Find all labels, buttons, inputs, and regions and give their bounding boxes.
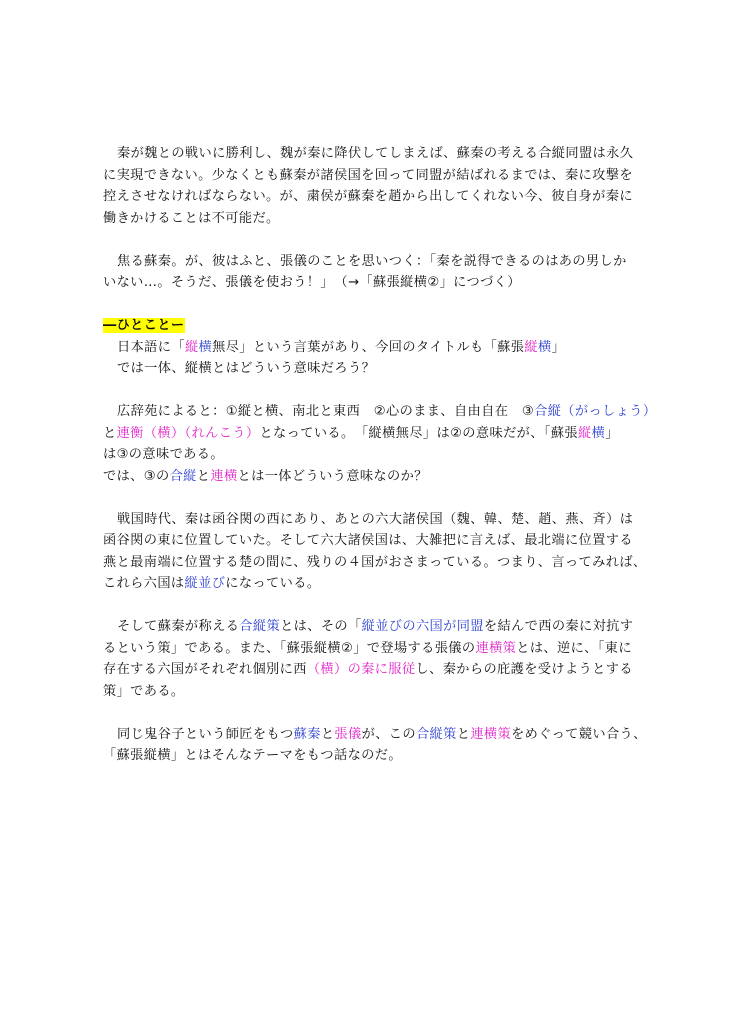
text-line: 働きかけることは不可能だ。: [103, 210, 280, 226]
highlight-term: （横）の秦に服従: [306, 662, 416, 677]
text-line: では一体、縦横とはどういう意味だろう？: [117, 361, 376, 376]
highlight-term: 横: [591, 425, 606, 441]
highlight-term: 連横: [210, 468, 238, 484]
highlight-term: 合縦策: [239, 619, 281, 634]
highlight-term: 縦並び: [184, 576, 226, 591]
paragraph-5: [103, 616, 633, 702]
text-span: では、③の: [103, 468, 170, 484]
paragraph-4: [103, 509, 647, 595]
highlight-term: 合縦（がっしょう）: [534, 404, 657, 419]
paragraph-1: [103, 143, 633, 229]
hitokoto-section: [103, 315, 633, 380]
text-line: 「蘇張縦横」とはそんなテーマをもつ話なのだ。: [103, 748, 402, 763]
text-line: [103, 724, 647, 746]
highlight-term: 張儀: [334, 726, 362, 742]
text-line: 函谷関の東に位置していた。そして六大諸侯国は、大雑把に言えば、最北端に位置する: [103, 533, 633, 548]
text-span: と: [103, 425, 117, 441]
paragraph-6: [103, 724, 647, 767]
text-span: 日本語に「: [117, 339, 185, 355]
text-span: と: [196, 468, 211, 484]
highlight-term: 蘇秦: [293, 726, 321, 742]
text-span: 無尽」という言葉があり、今回のタイトルも「蘇張: [212, 339, 525, 355]
text-span: るという策」である。また、「蘇張縦横②」で登場する張儀の: [103, 640, 476, 656]
text-span: し、秦からの庇護を受けようとする: [415, 662, 633, 677]
text-line: 策」である。: [103, 683, 185, 699]
text-line: [103, 337, 633, 359]
text-line: [103, 616, 633, 638]
text-span: を結んで西の秦に対抗す: [483, 619, 634, 634]
paragraph-3: [103, 401, 657, 487]
text-line: は③の意味である。: [103, 447, 224, 462]
text-span: 存在する六国がそれぞれ個別に西: [103, 662, 307, 677]
text-span: そして蘇秦が称える: [117, 619, 240, 634]
highlight-term: 縦並びの六国が同盟: [361, 619, 484, 634]
text-span: 広辞苑によると：①縦と横、南北と東西 ②心のまま、自由自在 ③: [117, 404, 535, 419]
text-span: 」: [551, 339, 566, 355]
text-line: [103, 659, 633, 681]
highlight-term: 縦: [184, 339, 199, 355]
highlight-term: 縦: [578, 425, 592, 441]
text-line: [103, 573, 633, 595]
paragraph-2: [103, 251, 633, 294]
text-line: に実現できない。少なくとも蘇秦が諸侯国を回って同盟が結ばれるまでは、秦に攻撃を: [103, 167, 633, 183]
section-heading: ―ひとことー: [103, 318, 185, 333]
text-span: が、この: [361, 726, 416, 742]
text-span: これら六国は: [103, 576, 185, 591]
highlight-term: 連横策: [475, 640, 517, 656]
highlight-term: 横: [537, 339, 552, 355]
text-line: [103, 423, 633, 445]
text-span: とは、逆に、「東に: [516, 640, 632, 656]
highlight-term: 横: [198, 339, 213, 355]
text-span: 」: [605, 425, 619, 441]
text-line: いない…。そうだ、張儀を使おう！」 （→「蘇張縦横②」につづく）: [103, 275, 521, 290]
text-line: 控えさせなければならない。が、粛侯が蘇秦を趙から出してくれない今、彼自身が秦に: [103, 189, 633, 204]
document-body: [103, 143, 657, 767]
text-line: [103, 401, 657, 423]
text-line: [103, 638, 633, 660]
text-line: 燕と最南端に位置する楚の間に、残りの４国がおさまっている。つまり、言ってみれば、: [103, 554, 647, 570]
highlight-term: 縦: [524, 339, 538, 355]
text-span: になっている。: [225, 576, 321, 591]
text-span: とは、その「: [280, 619, 362, 634]
text-line: 秦が魏との戦いに勝利し、魏が秦に降伏してしまえば、蘇秦の考える合縦同盟は永久: [117, 146, 634, 161]
text-span: となっている。 「縦横無尽」は②の意味だが、「蘇張: [259, 425, 578, 441]
text-line: 焦る蘇秦。が、彼はふと、張儀のことを思いつく：「秦を説得できるのはあの男しか: [117, 253, 627, 269]
highlight-term: 連横策: [470, 726, 512, 742]
highlight-term: 合縦策: [415, 726, 457, 742]
highlight-term: 合縦: [169, 468, 197, 484]
text-span: とは一体どういう意味なのか？: [237, 468, 428, 484]
text-line: 戦国時代、秦は函谷関の西にあり、あとの六大諸侯国（魏、韓、楚、趙、燕、斉）は: [117, 511, 634, 527]
text-span: と: [456, 726, 471, 742]
text-line: [103, 466, 633, 488]
text-span: と: [320, 726, 335, 742]
highlight-term: 連衡（横）（れんこう）: [116, 425, 260, 441]
text-span: 同じ鬼谷子という師匠をもつ: [117, 726, 294, 742]
text-span: をめぐって競い合う、: [511, 726, 647, 742]
